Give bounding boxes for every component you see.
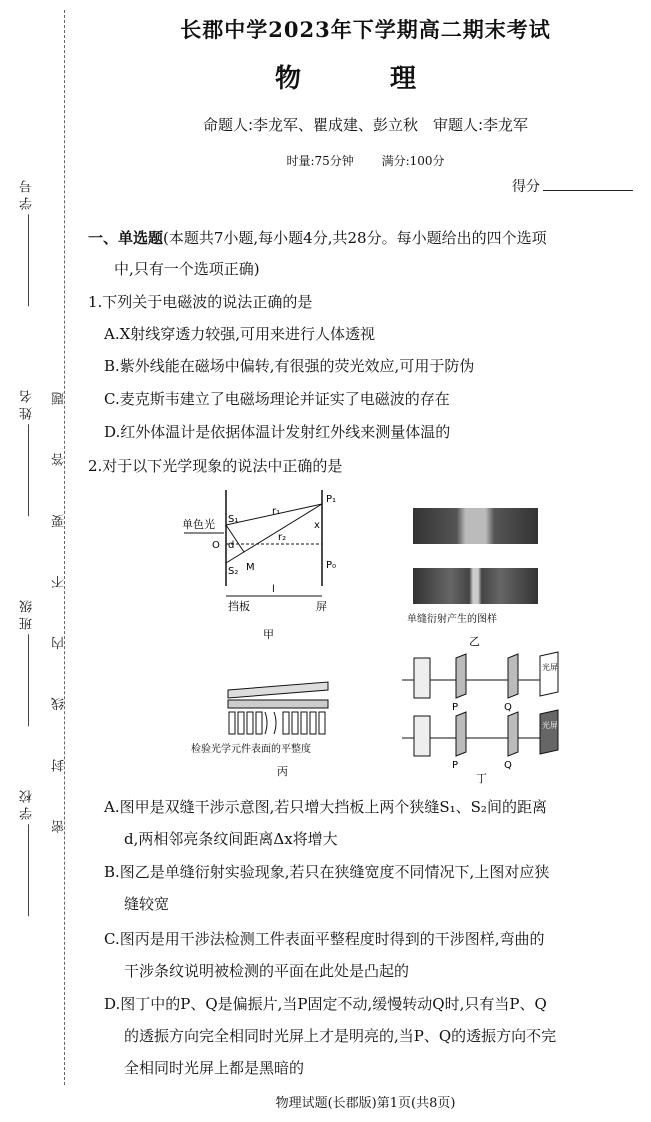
label-p-bottom: P (452, 760, 459, 771)
label-s2: S₂ (228, 566, 239, 577)
fringe-pattern (229, 712, 325, 734)
q1-stem: 1.下列关于电磁波的说法正确的是 (88, 293, 313, 311)
label-screen: 屏 (316, 600, 327, 613)
label-x: x (314, 520, 320, 531)
q1-option-c: C.麦克斯韦建立了电磁场理论并证实了电磁波的存在 (104, 390, 450, 408)
label-r1: r₁ (272, 506, 281, 517)
caption-yi: 乙 (469, 635, 480, 648)
q2-option-d-line1: D.图丁中的P、Q是偏振片,当P固定不动,缓慢转动Q时,只有当P、Q (104, 995, 547, 1013)
polarizer-setup-bottom (402, 710, 558, 756)
student-id-field[interactable] (18, 180, 44, 312)
label-screen-top: 光屏 (542, 663, 558, 672)
class-label: 班 级 (20, 600, 35, 631)
pattern-top (413, 508, 538, 544)
label-m: M (246, 562, 255, 573)
q2-option-c-line1: C.图丙是用干涉法检测工件表面平整程度时得到的干涉图样,弯曲的 (104, 930, 545, 948)
score-box (512, 176, 633, 196)
q1-option-b: B.紫外线能在磁场中偏转,有很强的荧光效应,可用于防伪 (104, 357, 475, 375)
polarizer-setup-top (402, 652, 558, 698)
label-s1: S₁ (228, 514, 239, 525)
name-field[interactable] (18, 390, 44, 522)
q1-option-a: A.X射线穿透力较强,可用来进行人体透视 (104, 325, 376, 343)
score-label: 得分 (512, 179, 540, 195)
label-q-top: Q (504, 702, 512, 713)
q2-option-b-line2: 缝较宽 (124, 895, 170, 913)
q1-option-d: D.红外体温计是依据体温计发射红外线来测量体温的 (104, 423, 451, 441)
base-plate (228, 700, 328, 708)
school-label: 学 校 (20, 790, 35, 821)
label-d: d (228, 540, 235, 551)
caption-ding: 丁 (476, 772, 487, 785)
class-field[interactable] (18, 600, 44, 732)
caption-jia: 甲 (263, 628, 274, 641)
pattern-bottom (413, 568, 538, 604)
label-r2: r₂ (278, 532, 287, 543)
caption-bing: 丙 (277, 765, 288, 778)
page-footer: 物理试题(长郡版)第1页(共8页) (275, 1096, 456, 1111)
q2-option-c-line2: 干涉条纹说明被检测的平面在此处是凸起的 (124, 962, 410, 980)
label-baffle: 挡板 (228, 600, 250, 613)
label-l: l (272, 584, 275, 595)
label-q-bottom: Q (504, 760, 512, 771)
label-p-top: P (452, 702, 459, 713)
section-heading-line (88, 228, 547, 249)
figure-yi-diffraction (405, 500, 545, 650)
label-p0: P₀ (326, 560, 337, 571)
school-field[interactable] (18, 790, 44, 922)
wedge-plate (228, 682, 328, 698)
figure-bing-flatness (183, 680, 343, 780)
label-screen-bottom: 光屏 (542, 721, 558, 730)
exam-title: 长郡中学2023年下学期高二期末考试 (180, 17, 551, 42)
q2-option-a-line1: A.图甲是双缝干涉示意图,若只增大挡板上两个狭缝S₁、S₂间的距离 (104, 798, 547, 816)
q2-option-d-line3: 全相同时光屏上都是黑暗的 (124, 1059, 305, 1077)
seal-warning: 密 封 线 内 不 要 答 题 (52, 370, 67, 833)
section-desc-2: 中,只有一个选项正确) (114, 260, 260, 278)
name-label: 姓 名 (20, 390, 35, 421)
subject-title: 物 理 (274, 64, 457, 94)
score-blank[interactable] (543, 176, 633, 191)
caption-bing-text: 检验光学元件表面的平整度 (191, 744, 311, 755)
label-p1: P₁ (326, 494, 337, 505)
q2-option-a-line2: d,两相邻亮条纹间距离Δx将增大 (124, 830, 338, 848)
label-light: 单色光 (182, 518, 215, 531)
exam-meta: 时量:75分钟 满分:100分 (286, 154, 445, 168)
q2-option-b-line1: B.图乙是单缝衍射实验现象,若只在狭缝宽度不同情况下,上图对应狭 (104, 863, 550, 881)
authors-line: 命题人:李龙军、瞿成建、彭立秋 审题人:李龙军 (202, 116, 529, 134)
student-id-label: 学 号 (20, 180, 35, 211)
figure-jia-double-slit (180, 488, 360, 643)
caption-yi-text: 单缝衍射产生的图样 (407, 614, 497, 625)
q2-option-d-line2: 的透振方向完全相同时光屏上才是明亮的,当P、Q的透振方向不完 (124, 1027, 557, 1045)
q2-stem: 2.对于以下光学现象的说法中正确的是 (88, 457, 343, 475)
label-o: O (212, 540, 220, 551)
section-heading: 一、单选题 (88, 229, 164, 247)
figure-ding-polarizer (400, 650, 565, 785)
section-desc-1: (本题共7小题,每小题4分,共28分。每小题给出的四个选项 (163, 229, 547, 247)
